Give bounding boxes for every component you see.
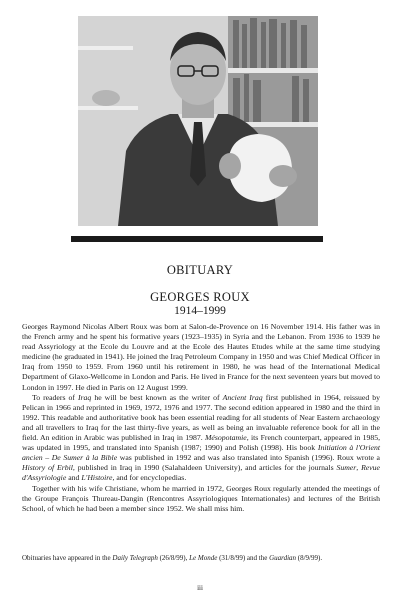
text-run: , published in Iraq in 1990 (Salahaldeen University), and articles for the journals bbox=[72, 463, 337, 473]
text-run: Initiation à l'Orient ancien – De Sumer à la Bible bbox=[22, 443, 380, 463]
text-run: Iraq bbox=[77, 392, 92, 402]
paragraph-1 bbox=[22, 322, 380, 393]
text-run: first published in 1964, reissued by Pelican in 1966 and reprinted in 1969, 1972, 1976 and 1977. The second edition appeared in 1980 and the third in 1992. This readable and authoritative book has been essential reading for all students of Near Eastern archaeology and all travellers to Iraq for the last thirty-five years, as well as being an invaluable reference book for all in the field. An edition in Arabic was published in Iraq in 1987. bbox=[22, 392, 380, 443]
text-run: Obituaries have appeared in the bbox=[22, 554, 113, 562]
obituary-name: GEORGES ROUX bbox=[150, 290, 250, 304]
text-run: and bbox=[66, 473, 82, 483]
life-dates: 1914–1999 bbox=[174, 305, 226, 317]
text-run: To readers of bbox=[32, 392, 78, 402]
text-run: (31/8/99) and the bbox=[217, 554, 270, 562]
text-run: Mésopotamie bbox=[204, 433, 247, 443]
text-run: Revue d'Assyriologie bbox=[22, 463, 380, 483]
text-run: , its French counterpart, appeared in 1985, was updated in 1995, and translated into Spanish (1987; 1990) and Polish (1998). His book bbox=[22, 433, 381, 453]
text-run: (26/8/99), bbox=[157, 554, 190, 562]
page-number: iii bbox=[197, 584, 203, 592]
text-run: L'Histoire bbox=[81, 473, 113, 483]
text-run: was published in 1992 and was also translated into Spanish (1996). Roux wrote a bbox=[117, 453, 380, 463]
text-run: Le Monde bbox=[189, 554, 218, 562]
text-run: Georges Raymond Nicolas Albert Roux was born at Salon-de-Provence on 16 November 1914. His father was in the French army and he spent his formative years (1923–1935) in Syria and the Lebanon. From 1936 to 1939 he read Assyriology at the Ecole du Louvre and at the Ecole des Hautes Etudes while at the same time studying medicine (he graduated in 1941). He joined the Iraq Petroleum Company in 1950 and was Chief Medical Officer in Iraq from 1950 to 1959. From 1960 until his retirement in 1980, he was head of the International Medical Department of Glaxo-Wellcome in London and Paris. He lived in France for the next seventeen years but moved to London in 1997. He died in Paris on 12 August 1999. bbox=[22, 322, 380, 392]
obituary-sources-note bbox=[22, 554, 380, 563]
text-run: History of Erbil bbox=[22, 463, 73, 473]
paragraph-3 bbox=[22, 484, 380, 514]
text-run: , and for encyclopedias. bbox=[112, 473, 187, 483]
photo-divider bbox=[71, 236, 323, 242]
text-run: , bbox=[356, 463, 362, 473]
section-heading: OBITUARY bbox=[166, 263, 234, 277]
obituary-body bbox=[22, 322, 380, 514]
text-run: Together with his wife Christiane, whom he married in 1972, Georges Roux regularly attended the meetings of the Groupe François Thureau-Dangin (Rencontres Assyriologiques Internationales) and lectures of the British School, of which he had been a member since 1952. We shall miss him. bbox=[22, 483, 380, 513]
text-run: (8/9/99). bbox=[296, 554, 323, 562]
text-run: Daily Telegraph bbox=[112, 554, 158, 562]
text-run: he will be best known as the writer of bbox=[91, 392, 223, 402]
text-run: Sumer bbox=[336, 463, 357, 473]
portrait-photo bbox=[78, 16, 318, 226]
text-run: Ancient Iraq bbox=[222, 392, 263, 402]
portrait-photo-icon bbox=[78, 16, 318, 226]
text-run: Guardian bbox=[269, 554, 297, 562]
paragraph-2 bbox=[22, 393, 380, 484]
